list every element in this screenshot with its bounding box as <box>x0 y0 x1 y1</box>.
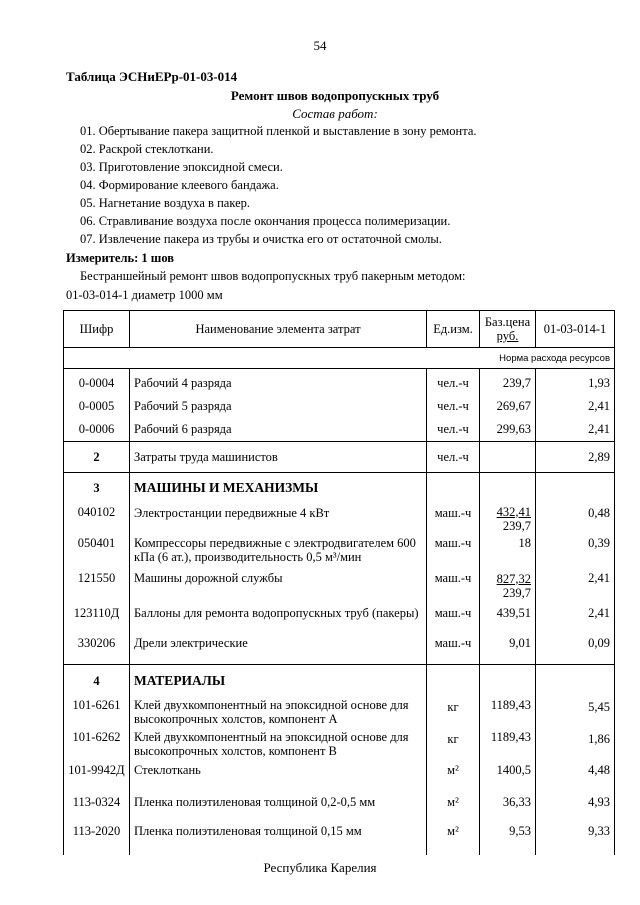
price-secondary: 239,7 <box>502 585 531 600</box>
cell-unit: чел.-ч <box>427 369 480 393</box>
cell-name: Клей двухкомпонентный на эпоксидной основе для высокопрочных холстов, компонент В <box>130 727 427 762</box>
cell-price: 36,33 <box>480 793 536 821</box>
table-row <box>64 793 615 821</box>
table-row <box>64 533 615 571</box>
work-item: 05. Нагнетание воздуха в пакер. <box>80 196 251 210</box>
section-title: Ремонт швов водопропускных труб <box>230 88 440 103</box>
cell-norm: 2,41 <box>536 571 615 603</box>
cell-norm: 2,89 <box>536 442 615 473</box>
cell-price: 1400,5 <box>480 762 536 793</box>
cell-name: Электростанции передвижные 4 кВт <box>130 500 427 533</box>
work-item: 03. Приготовление эпоксидной смеси. <box>80 160 283 174</box>
cell-unit: маш.-ч <box>427 533 480 571</box>
cell-unit: маш.-ч <box>427 500 480 533</box>
cell-norm: 4,48 <box>536 762 615 793</box>
cell-price <box>480 571 536 603</box>
cell-price: 9,53 <box>480 821 536 855</box>
cell-price: 1189,43 <box>480 693 536 727</box>
cell-unit: чел.-ч <box>427 393 480 417</box>
work-composition-heading: Состав работ: <box>292 106 378 121</box>
cell-unit: чел.-ч <box>427 442 480 473</box>
cell-code: 050401 <box>64 533 130 571</box>
section-heading: МАШИНЫ И МЕХАНИЗМЫ <box>130 473 427 500</box>
cell-unit: м² <box>427 793 480 821</box>
section-row <box>64 665 615 693</box>
cell-unit: м² <box>427 762 480 793</box>
table-row <box>64 571 615 603</box>
cell-unit: маш.-ч <box>427 633 480 665</box>
price-secondary: 239,7 <box>502 518 531 533</box>
cell-norm: 2,41 <box>536 603 615 633</box>
cell-name: Пленка полиэтиленовая толщиной 0,15 мм <box>130 821 427 855</box>
norm-caption-row <box>64 348 615 369</box>
section-number: 3 <box>64 473 130 500</box>
table-row <box>64 369 615 393</box>
table-row <box>64 442 615 473</box>
section-number: 4 <box>64 665 130 693</box>
header-price <box>480 311 536 348</box>
cell-code: 101-6261 <box>64 693 130 727</box>
cell-norm: 0,48 <box>536 500 615 533</box>
description: Бестраншейный ремонт швов водопропускных труб пакерным методом: <box>80 269 466 283</box>
cell-unit: м² <box>427 821 480 855</box>
section-heading: МАТЕРИАЛЫ <box>130 665 427 693</box>
table-identifier: Таблица ЭСНиЕРр-01-03-014 <box>66 69 238 84</box>
cell-code: 123110Д <box>64 603 130 633</box>
cell-code: 101-6262 <box>64 727 130 762</box>
work-item: 07. Извлечение пакера из трубы и очистка его от остаточной смолы. <box>80 232 442 246</box>
cell-unit: чел.-ч <box>427 417 480 442</box>
cell-name: Клей двухкомпонентный на эпоксидной основе для высокопрочных холстов, компонент А <box>130 693 427 727</box>
header-price-line2: руб. <box>496 329 519 343</box>
table-row <box>64 417 615 442</box>
table-row <box>64 693 615 727</box>
cell-norm: 1,93 <box>536 369 615 393</box>
cell-price: 299,63 <box>480 417 536 442</box>
cell-unit: кг <box>427 693 480 727</box>
cell-price: 9,01 <box>480 633 536 665</box>
cell-norm: 1,86 <box>536 727 615 762</box>
cell-code: 121550 <box>64 571 130 603</box>
header-code: Шифр <box>64 311 130 348</box>
table-row <box>64 393 615 417</box>
table-row <box>64 633 615 665</box>
cell-name: Рабочий 5 разряда <box>130 393 427 417</box>
cell-code: 0-0005 <box>64 393 130 417</box>
cell-norm: 5,45 <box>536 693 615 727</box>
section-row <box>64 473 615 500</box>
header-name: Наименование элемента затрат <box>130 311 427 348</box>
cell-norm: 9,33 <box>536 821 615 855</box>
meter-label: Измеритель: 1 шов <box>66 251 175 265</box>
header-norm: 01-03-014-1 <box>536 311 615 348</box>
cell-name: Машины дорожной службы <box>130 571 427 603</box>
table-row <box>64 821 615 855</box>
cell-name: Рабочий 6 разряда <box>130 417 427 442</box>
work-item: 01. Обертывание пакера защитной пленкой и выставление в зону ремонта. <box>80 124 477 138</box>
cell-price <box>480 500 536 533</box>
cell-code: 040102 <box>64 500 130 533</box>
cell-code: 2 <box>64 442 130 473</box>
cell-price <box>480 442 536 473</box>
table-row <box>64 762 615 793</box>
cell-name: Дрели электрические <box>130 633 427 665</box>
table-row <box>64 727 615 762</box>
page-footer: Республика Карелия <box>263 860 377 875</box>
cell-price: 18 <box>480 533 536 571</box>
cell-code: 101-9942Д <box>64 762 130 793</box>
cell-code: 0-0006 <box>64 417 130 442</box>
cell-norm: 4,93 <box>536 793 615 821</box>
table-row <box>64 500 615 533</box>
cell-name: Стеклоткань <box>130 762 427 793</box>
cell-code: 113-2020 <box>64 821 130 855</box>
cell-unit: маш.-ч <box>427 603 480 633</box>
cell-name: Компрессоры передвижные с электродвигателем 600 кПа (6 ат.), производительность 0,5 м³/мин <box>130 533 427 571</box>
header-price-line1: Баз.цена <box>484 315 531 329</box>
cell-norm: 2,41 <box>536 393 615 417</box>
cell-code: 330206 <box>64 633 130 665</box>
price-primary: 827,32 <box>496 571 531 586</box>
resource-table <box>63 310 615 855</box>
resource-code-line: 01-03-014-1 диаметр 1000 мм <box>66 288 223 302</box>
table-header-row <box>64 311 615 348</box>
cell-unit: маш.-ч <box>427 571 480 603</box>
cell-norm: 2,41 <box>536 417 615 442</box>
work-item: 02. Раскрой стеклоткани. <box>80 142 214 156</box>
cell-name: Пленка полиэтиленовая толщиной 0,2-0,5 мм <box>130 793 427 821</box>
cell-name: Рабочий 4 разряда <box>130 369 427 393</box>
norm-caption: Норма расхода ресурсов <box>64 348 615 369</box>
cell-name: Баллоны для ремонта водопропускных труб (пакеры) <box>130 603 427 633</box>
cell-code: 113-0324 <box>64 793 130 821</box>
cell-price: 239,7 <box>480 369 536 393</box>
work-item: 04. Формирование клеевого бандажа. <box>80 178 279 192</box>
cell-price: 1189,43 <box>480 727 536 762</box>
table-row <box>64 603 615 633</box>
work-item: 06. Стравливание воздуха после окончания процесса полимеризации. <box>80 214 451 228</box>
page-number: 54 <box>313 38 327 53</box>
cell-norm: 0,39 <box>536 533 615 571</box>
cell-price: 269,67 <box>480 393 536 417</box>
cell-code: 0-0004 <box>64 369 130 393</box>
header-unit: Ед.изм. <box>427 311 480 348</box>
cell-unit: кг <box>427 727 480 762</box>
price-primary: 432,41 <box>496 504 531 519</box>
cell-price: 439,51 <box>480 603 536 633</box>
cell-name: Затраты труда машинистов <box>130 442 427 473</box>
cell-norm: 0,09 <box>536 633 615 665</box>
